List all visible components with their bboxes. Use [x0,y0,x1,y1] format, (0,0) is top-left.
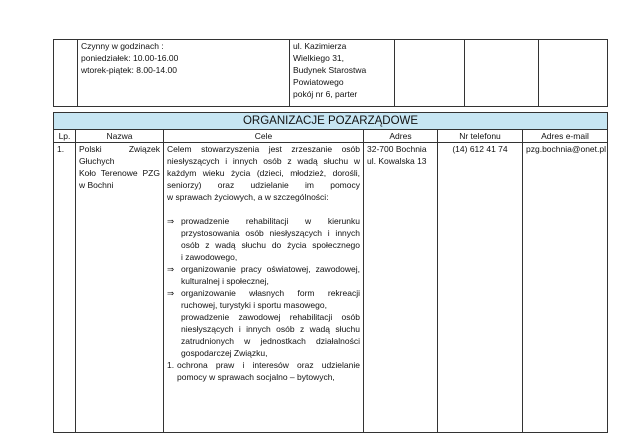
empty-cell [395,40,465,107]
paragraph-line: prowadzenie zawodowej rehabilitacji osób [181,312,360,322]
numbered-line: ochrona praw i interesów oraz udzielanie [177,360,360,370]
address-line: Budynek Starostwa [293,65,367,75]
address-line: pokój nr 6, parter [293,89,358,99]
organizations-table [53,112,608,433]
org-name-cell [76,143,164,433]
org-address-line: ul. Kowalska 13 [367,156,427,166]
empty-cell [465,40,539,107]
bullet-line: organizowanie własnych form rekreacji [181,288,360,298]
header-lp: Lp. [54,130,76,143]
goals-intro-line: w sprawach życiowych, a w szczególności: [167,192,329,202]
bullet-line: przystosowania osób niesłyszących i innych [181,228,360,238]
address-line: ul. Kazimierza [293,41,347,51]
arrow-bullet-icon: ⇒ [167,264,175,274]
header-row [54,130,608,143]
paragraph-line: niesłyszących i innych osób z wadą słuchu [181,324,360,334]
goals-cell [164,143,364,433]
table-row [54,143,608,433]
bullet-line: ruchowej, turystyki i sportu masowego, [181,300,327,310]
header-goals: Cele [164,130,364,143]
address-line: Wielkiego 31, [293,53,345,63]
office-hours-title: Czynny w godzinach : [81,41,164,51]
org-phone: (14) 612 41 74 [438,143,523,433]
previous-entry-table [53,39,608,107]
org-address-cell [364,143,438,433]
row-lp: 1. [54,143,76,433]
item-number: 1. [167,360,175,370]
goal-bullet-item [167,263,360,287]
empty-cell [539,40,608,107]
header-phone: Nr telefonu [438,130,523,143]
section-title: ORGANIZACJE POZARZĄDOWE [54,113,608,130]
goals-intro-line: Celem stowarzyszenia jest zrzeszanie osób [167,144,360,154]
arrow-bullet-icon: ⇒ [167,288,175,298]
office-hours-cell [78,40,290,107]
paragraph-line: zatrudnionych w jednostkach działalności [181,336,360,346]
header-email: Adres e-mail [523,130,608,143]
numbered-line: pomocy w sprawach socjalno – bytowych, [177,372,335,382]
office-hours-tue-fri: wtorek-piątek: 8.00-14.00 [81,65,177,75]
office-address-cell [290,40,395,107]
goals-intro-line: niesłyszących i innych osób z wadą słuchu w [167,156,360,166]
bullet-line: prowadzenie rehabilitacji w kierunku [181,216,360,226]
bullet-line: organizowanie pracy oświatowej, zawodowej, [181,264,360,274]
org-name-line: Polski Związek [79,144,160,154]
goal-bullet-item [167,215,360,263]
address-line: Powiatowego [293,77,344,87]
lp-cell [54,40,78,107]
org-name-line: Głuchych [79,156,115,166]
org-name-line: w Bochni [79,180,114,190]
goal-numbered-item [167,359,360,383]
bullet-line: kulturalnej i społecznej, [181,276,269,286]
goals-intro-line: każdym wieku życia (dzieci, młodzież, dorośli, [167,168,360,178]
previous-entry-row [54,40,608,107]
office-hours-monday: poniedziałek: 10.00-16.00 [81,53,179,63]
goals-intro-line: seniorzy) oraz udzielanie im pomocy [167,180,360,190]
org-email: pzg.bochnia@onet.pl [523,143,608,433]
indented-paragraph [167,311,360,359]
goal-bullet-item [167,287,360,311]
bullet-line: i zawodowego, [181,252,238,262]
header-name: Nazwa [76,130,164,143]
bullet-line: osób z wadą słuchu do życia społecznego [181,240,360,250]
arrow-bullet-icon: ⇒ [167,216,175,226]
org-name-line: Koło Terenowe PZG [79,168,160,178]
header-address: Adres [364,130,438,143]
org-address-line: 32-700 Bochnia [367,144,427,154]
paragraph-line: gospodarczej Związku, [181,348,268,358]
